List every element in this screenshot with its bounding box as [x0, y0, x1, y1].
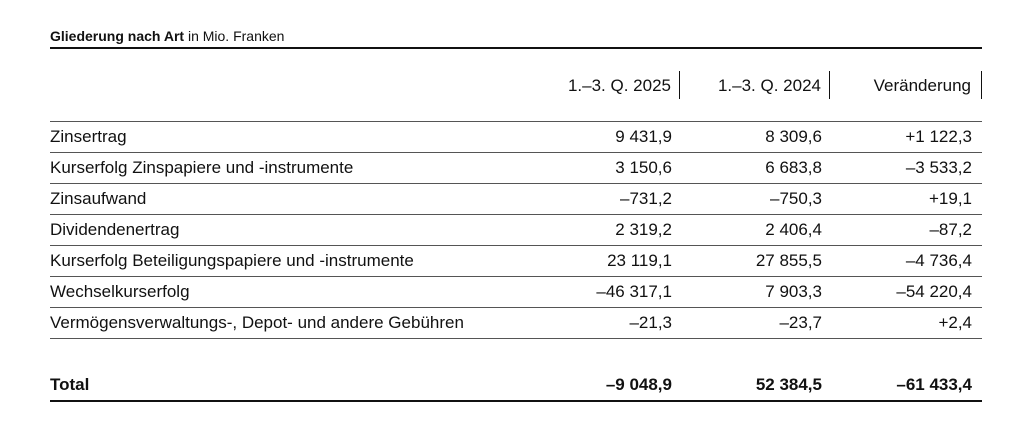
header-2025-text: 1.–3. Q. 2025 — [568, 71, 680, 99]
caption-unit: in Mio. Franken — [184, 28, 285, 44]
value-2024: 27 855,5 — [680, 246, 830, 277]
value-2024: 6 683,8 — [680, 153, 830, 184]
value-2024: 8 309,6 — [680, 122, 830, 153]
value-2024: 7 903,3 — [680, 277, 830, 308]
row-label: Dividendenertrag — [50, 215, 550, 246]
spacer-cell — [550, 339, 680, 371]
value-change: –54 220,4 — [830, 277, 982, 308]
total-row — [50, 370, 982, 401]
income-breakdown-table — [50, 49, 982, 402]
table-row — [50, 122, 982, 153]
value-2024: –750,3 — [680, 184, 830, 215]
row-label: Kurserfolg Zinspapiere und -instrumente — [50, 153, 550, 184]
value-2025: 9 431,9 — [550, 122, 680, 153]
header-2024-text: 1.–3. Q. 2024 — [718, 71, 830, 99]
table-caption — [50, 27, 284, 45]
row-label: Zinsaufwand — [50, 184, 550, 215]
value-change: –87,2 — [830, 215, 982, 246]
header-change — [830, 49, 982, 122]
spacer-cell — [680, 339, 830, 371]
table-row — [50, 308, 982, 339]
value-2024: 2 406,4 — [680, 215, 830, 246]
table-row — [50, 246, 982, 277]
value-2025: –21,3 — [550, 308, 680, 339]
row-label: Vermögensverwaltungs-, Depot- und andere Gebühren — [50, 308, 550, 339]
value-change: +19,1 — [830, 184, 982, 215]
header-label-cell — [50, 49, 550, 122]
value-change: –3 533,2 — [830, 153, 982, 184]
table-row — [50, 277, 982, 308]
total-label: Total — [50, 370, 550, 401]
row-label: Wechselkurserfolg — [50, 277, 550, 308]
caption-title: Gliederung nach Art — [50, 28, 185, 44]
value-2025: 2 319,2 — [550, 215, 680, 246]
spacer-row — [50, 339, 982, 371]
table-row — [50, 215, 982, 246]
header-change-text: Veränderung — [874, 71, 982, 99]
header-row — [50, 49, 982, 122]
spacer-cell — [830, 339, 982, 371]
value-2025: 23 119,1 — [550, 246, 680, 277]
header-2025 — [550, 49, 680, 122]
spacer-cell — [50, 339, 550, 371]
row-label: Kurserfolg Beteiligungspapiere und -instrumente — [50, 246, 550, 277]
value-change: –4 736,4 — [830, 246, 982, 277]
table-row — [50, 153, 982, 184]
total-2024: 52 384,5 — [680, 370, 830, 401]
table-row — [50, 184, 982, 215]
row-label: Zinsertrag — [50, 122, 550, 153]
total-change: –61 433,4 — [830, 370, 982, 401]
header-2024 — [680, 49, 830, 122]
value-change: +1 122,3 — [830, 122, 982, 153]
value-2025: –731,2 — [550, 184, 680, 215]
total-2025: –9 048,9 — [550, 370, 680, 401]
value-2025: –46 317,1 — [550, 277, 680, 308]
value-2024: –23,7 — [680, 308, 830, 339]
value-change: +2,4 — [830, 308, 982, 339]
value-2025: 3 150,6 — [550, 153, 680, 184]
